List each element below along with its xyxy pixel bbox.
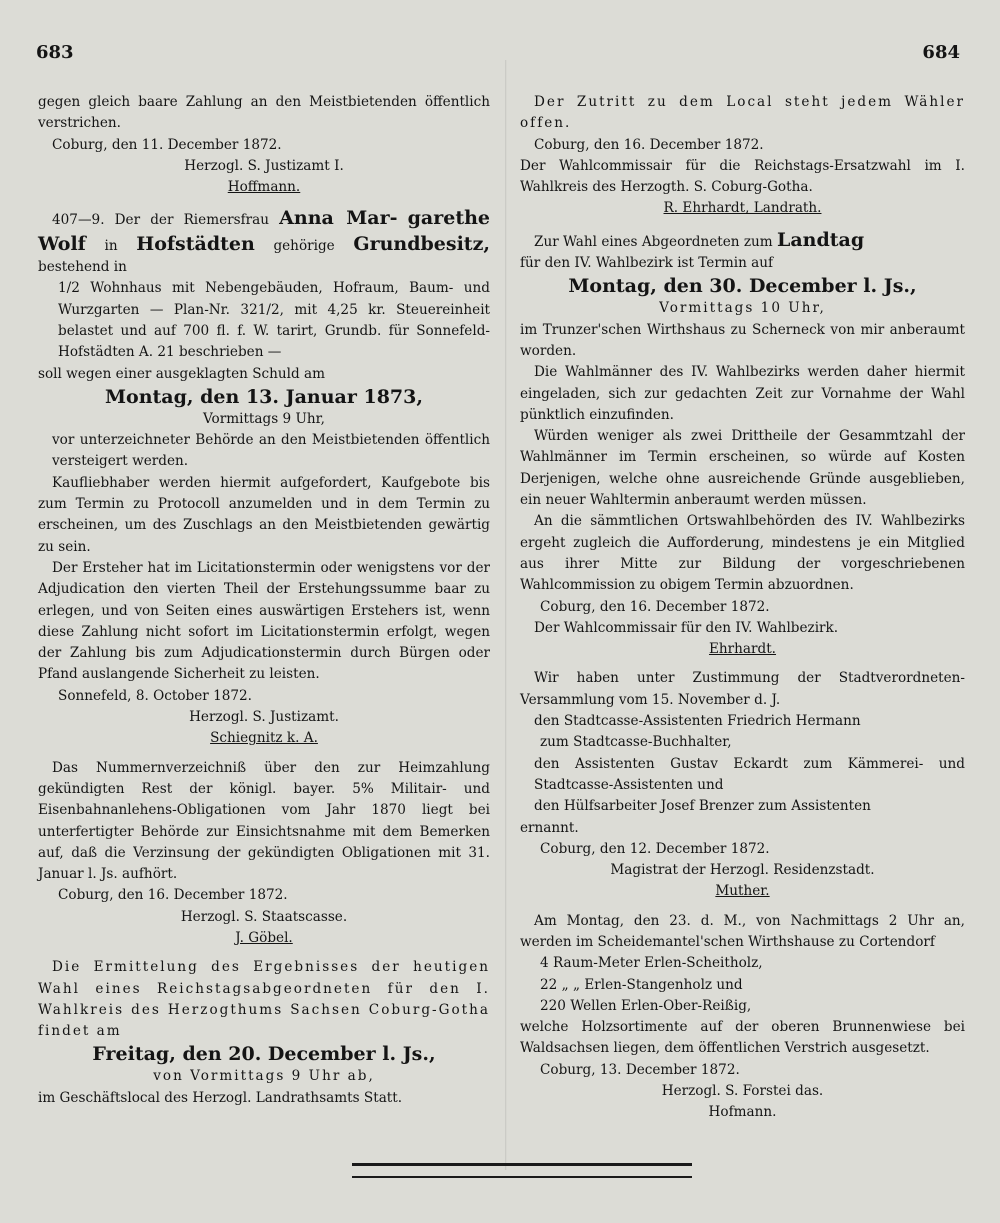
word-gehoerige: gehörige — [273, 237, 335, 254]
word-bestehend: bestehend in — [38, 259, 127, 276]
page-number-left: 683 — [36, 42, 74, 63]
notice-date: Coburg, den 16. December 1872. — [540, 598, 770, 615]
notice-signature: Muther. — [715, 883, 770, 900]
page-number-right: 684 — [922, 42, 960, 63]
appointments-intro: Wir haben unter Zustimmung der Stadtverordneten-Versammlung vom 15. November d. J. — [520, 670, 965, 708]
notice-authority: Herzogl. S. Justizamt. — [189, 709, 339, 726]
bidder-instructions: Kaufliebhaber werden hiermit aufgefordert, Kaufgebote bis zum Termin zu Protocoll anzumelden und in dem Termin zu erscheinen, um des Zuschlags an den Meistbietenden gewärtig zu sein. — [38, 474, 490, 555]
landtag-time: Vormittags 10 Uhr, — [659, 300, 826, 317]
electors-quorum: Würden weniger als zwei Drittheile der Gesammtzahl der Wahlmänner im Termin erscheinen, so würde auf Kosten Derjenigen, welche ohne ausreichende Gründe ausgeblieben, ein neuer Wahltermin anberaumt werden müssen. — [520, 428, 965, 509]
notice-signature: Hoffmann. — [227, 179, 301, 196]
landtag-intro: Zur Wahl eines Abgeordneten zum — [534, 233, 773, 250]
landtag-date: Montag, den 30. December l. Js., — [568, 275, 917, 298]
electors-invitation: Die Wahlmänner des IV. Wahlbezirks werden daher hiermit eingeladen, sich zur gedachten Zeit zur Vornahme der Wahl pünktlich einzufinden. — [520, 364, 965, 423]
notice-signature: Hofmann. — [708, 1104, 777, 1121]
election-venue: im Geschäftslocal des Herzogl. Landrathsamts Statt. — [38, 1089, 403, 1106]
property-term: Grundbesitz, — [353, 232, 490, 255]
notice-signature: Ehrhardt. — [708, 641, 777, 658]
auction-notice-heading — [38, 206, 490, 278]
notice-signature: R. Ehrhardt, Landrath. — [663, 200, 822, 217]
notice-authority: Herzogl. S. Justizamt I. — [184, 157, 344, 174]
auction-venue: vor unterzeichneter Behörde an den Meistbietenden öffentlich versteigert werden. — [52, 432, 490, 470]
commission-request: An die sämmtlichen Ortswahlbehörden des IV. Wahlbezirks ergeht zugleich die Aufforderung, mindestens je ein Mitglied aus ihrer Mitte zur Bildung der vorgeschriebenen Wahlcommission zu obigem Termin abzuordnen. — [520, 513, 965, 594]
auction-reason: soll wegen einer ausgeklagten Schuld am — [38, 365, 326, 382]
notice-authority: Der Wahlcommissair für die Reichstags-Ersatzwahl im I. Wahlkreis des Herzogth. S. Coburg-Gotha. — [520, 157, 965, 196]
bond-notice-text: Das Nummernverzeichniß über den zur Heimzahlung gekündigten Rest der königl. bayer. 5% Militair- und Eisenbahnanlehens-Obligationen vom Jahr 1870 liegt bei unterfertigter Behörde zur Einsichtsnahme mit dem Bemerken auf, daß die Verzinsung der gekündigten Obligationen mit 31. Januar l. Js. aufhört. — [38, 759, 490, 883]
appointment-2: den Assistenten Gustav Eckardt zum Kämmerei- und Stadtcasse-Assistenten und — [534, 755, 965, 793]
timber-item-2: 22 „ „ Erlen-Stangenholz und — [540, 976, 743, 993]
page-spine — [505, 60, 507, 1170]
timber-location: welche Holzsortimente auf der oberen Brunnenwiese bei Waldsachsen liegen, dem öffentlichen Verstrich ausgesetzt. — [520, 1019, 965, 1057]
notice-date: Coburg, den 16. December 1872. — [58, 887, 288, 904]
auction-time: Vormittags 9 Uhr, — [202, 410, 326, 427]
timber-item-3: 220 Wellen Erlen-Ober-Reißig, — [540, 997, 752, 1014]
notice-authority: Magistrat der Herzogl. Residenzstadt. — [610, 862, 875, 879]
auction-date: Montag, den 13. Januar 1873, — [105, 385, 423, 408]
notice-date: Coburg, den 11. December 1872. — [52, 136, 282, 153]
notice-authority: Herzogl. S. Staatscasse. — [180, 908, 348, 925]
landtag-district: für den IV. Wahlbezirk ist Termin auf — [520, 255, 774, 272]
left-column — [38, 92, 490, 1109]
owner-name-part1: Anna Mar- — [279, 207, 398, 230]
appointment-1-role: zum Stadtcasse-Buchhalter, — [540, 734, 732, 751]
notice-date: Coburg, den 12. December 1872. — [540, 840, 770, 857]
notice-text: Der Zutritt zu dem Local steht jedem Wähler offen. — [520, 94, 965, 132]
right-column — [520, 92, 965, 1124]
notice-place-date: Sonnefeld, 8. October 1872. — [58, 687, 252, 704]
notice-signature: J. Göbel. — [235, 929, 293, 946]
landtag-venue: im Trunzer'schen Wirthshaus zu Scherneck von mir anberaumt worden. — [520, 321, 965, 359]
appointment-1: den Stadtcasse-Assistenten Friedrich Hermann — [534, 713, 861, 730]
owner-name-part2: garethe Wolf — [38, 207, 490, 255]
notice-text: gegen gleich baare Zahlung an den Meistbietenden öffentlich verstrichen. — [38, 94, 490, 132]
election-date: Freitag, den 20. December l. Js., — [92, 1043, 436, 1066]
notice-authority: Der Wahlcommissair für den IV. Wahlbezirk. — [534, 619, 839, 636]
payment-terms: Der Ersteher hat im Licitationstermin oder wenigstens vor der Adjudication den vierten Theil der Erstehungssumme baar zu erlegen, und von Seiten eines auswärtigen Erstehers ist, wenn diese Zahlung nicht sofort im Licitationstermin erfolgt, wegen der Zahlung bis zum Adjudicationstermin durch Bürgen oder Pfand auslangende Sicherheit zu leisten. — [38, 559, 490, 683]
timber-item-1: 4 Raum-Meter Erlen-Scheitholz, — [540, 955, 763, 972]
property-description: 1/2 Wohnhaus mit Nebengebäuden, Hofraum, Baum- und Wurzgarten — Plan-Nr. 321/2, mit 4,25 kr. Steuereinheit belastet und auf 700 fl. f. W. tarirt, Grundb. für Sonnefeld-Hofstädten A. 21 beschrieben — — [58, 280, 490, 361]
place-name: Hofstädten — [136, 232, 255, 255]
landtag-term: Landtag — [777, 228, 865, 251]
landtag-notice-heading — [520, 228, 965, 253]
notice-date: Coburg, den 16. December 1872. — [534, 136, 764, 153]
election-notice-text: Die Ermittelung des Ergebnisses der heutigen Wahl eines Reichstagsabgeordneten für den I. Wahlkreis des Herzogthums Sachsen Coburg-Gotha findet am — [38, 959, 490, 1040]
notice-intro: 407—9. Der der Riemersfrau — [52, 212, 269, 229]
appointments-end: ernannt. — [520, 819, 579, 836]
notice-date: Coburg, 13. December 1872. — [540, 1061, 740, 1078]
notice-authority: Herzogl. S. Forstei das. — [661, 1083, 824, 1100]
timber-notice-text: Am Montag, den 23. d. M., von Nachmittags 2 Uhr an, werden im Scheidemantel'schen Wirthshause zu Cortendorf — [520, 912, 965, 950]
word-in: in — [104, 237, 118, 254]
appointment-3: den Hülfsarbeiter Josef Brenzer zum Assistenten — [534, 798, 871, 815]
election-time: von Vormittags 9 Uhr ab, — [153, 1068, 375, 1085]
notice-signature: Schiegnitz k. A. — [210, 730, 318, 747]
bottom-double-rule — [352, 1163, 692, 1178]
